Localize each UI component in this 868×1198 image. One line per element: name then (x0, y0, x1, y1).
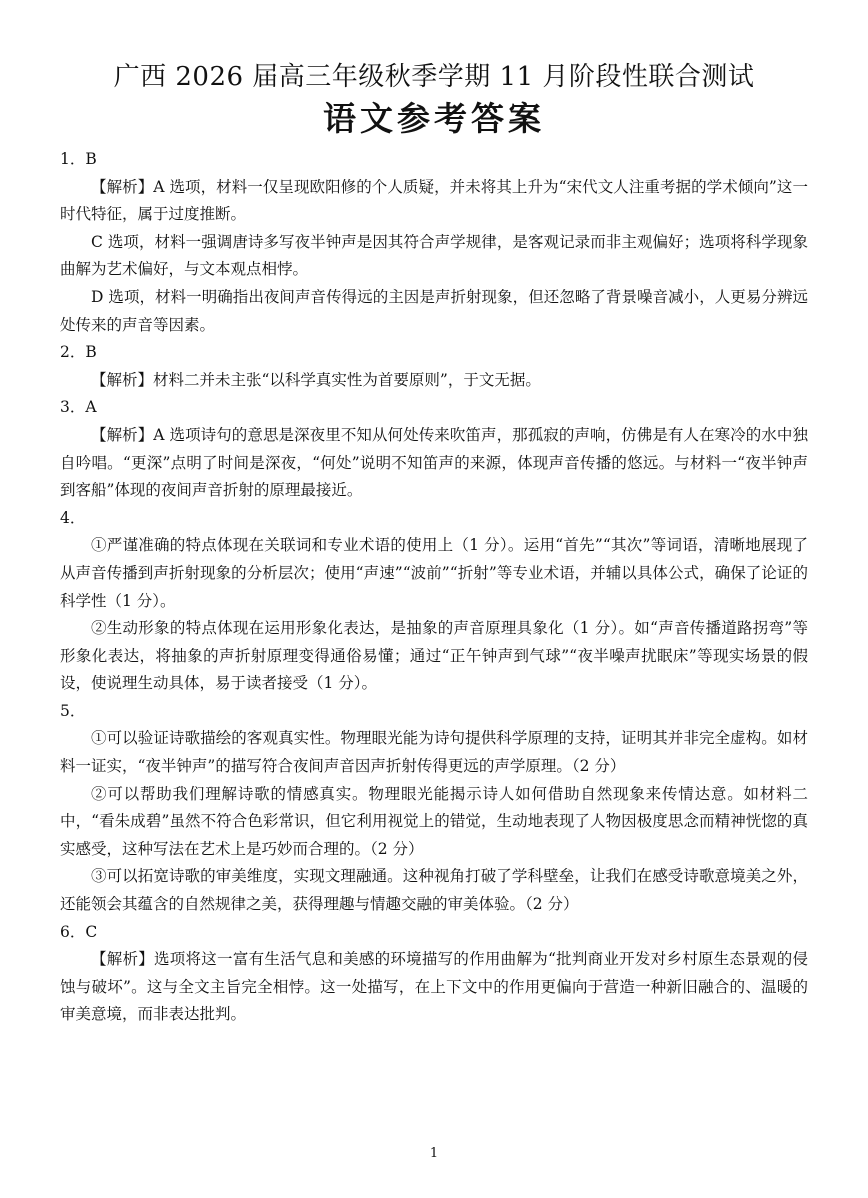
question-number-6: 6．C (60, 922, 98, 941)
analysis-paragraph: C 选项，材料一强调唐诗多写夜半钟声是因其符合声学规律，是客观记录而非主观偏好；选项将科学现象曲解为艺术偏好，与文本观点相悖。 (60, 232, 808, 279)
document-title: 广西 2026 届高三年级秋季学期 11 月阶段性联合测试 (113, 62, 755, 92)
answer-point-paragraph: ③可以拓宽诗歌的审美维度，实现文理融通。这种视角打破了学科壁垒，让我们在感受诗歌意境美之外，还能领会其蕴含的自然规律之美，获得理趣与情趣交融的审美体验。（2 分） (60, 867, 808, 914)
analysis-paragraph: 【解析】材料二并未主张“以科学真实性为首要原则”，于文无据。 (91, 370, 541, 389)
analysis-paragraph: 【解析】A 选项诗句的意思是深夜里不知从何处传来吹笛声，那孤寂的声响，仿佛是有人在寒冷的水中独自吟唱。“更深”点明了时间是深夜，“何处”说明不知笛声的来源，体现声音传播的悠远。与材料一“夜半钟声到客船”体现的夜间声音折射的原理最接近。 (60, 425, 808, 500)
answer-point-paragraph: ①可以验证诗歌描绘的客观真实性。物理眼光能为诗句提供科学原理的支持，证明其并非完全虚构。如材料一证实，“夜半钟声”的描写符合夜间声音因声折射传得更远的声学原理。（2 分） (60, 729, 808, 776)
question-number-3: 3．A (60, 398, 97, 417)
answer-point-paragraph: ①严谨准确的特点体现在关联词和专业术语的使用上（1 分）。运用“首先”“其次”等词语，清晰地展现了从声音传播到声折射现象的分析层次；使用“声速”“波前”“折射”等专业术语，并辅以具体公式，确保了论证的科学性（1 分）。 (60, 536, 808, 610)
analysis-paragraph: D 选项，材料一明确指出夜间声音传得远的主因是声折射现象，但还忽略了背景噪音减小，人更易分辨远处传来的声音等因素。 (60, 287, 808, 334)
answer-content (60, 146, 808, 1029)
document-subtitle: 语文参考答案 (323, 99, 545, 138)
page-number: 1 (429, 1146, 439, 1161)
analysis-paragraph: 【解析】选项将这一富有生活气息和美感的环境描写的作用曲解为“批判商业开发对乡村原生态景观的侵蚀与破坏”。这与全文主旨完全相悖。这一处描写，在上下文中的作用更偏向于营造一种新旧融合的、温暖的审美意境，而非表达批判。 (60, 950, 808, 1024)
question-number-1: 1．B (60, 150, 97, 168)
analysis-paragraph: 【解析】A 选项，材料一仅呈现欧阳修的个人质疑，并未将其上升为“宋代文人注重考据的学术倾向”这一时代特征，属于过度推断。 (60, 177, 808, 224)
question-number-2: 2．B (60, 343, 97, 362)
question-number-5: 5． (60, 701, 86, 720)
answer-point-paragraph: ②生动形象的特点体现在运用形象化表达，是抽象的声音原理具象化（1 分）。如“声音传播道路拐弯”等形象化表达，将抽象的声折射原理变得通俗易懂；通过“正午钟声到气球”“夜半噪声扰眠床”等现实场景的假设，使说理生动具体，易于读者接受（1 分）。 (60, 619, 808, 693)
question-number-4: 4． (60, 508, 86, 527)
answer-point-paragraph: ②可以帮助我们理解诗歌的情感真实。物理眼光能揭示诗人如何借助自然现象来传情达意。如材料二中，“看朱成碧”虽然不符合色彩常识，但它利用视觉上的错觉，生动地表现了人物因极度思念而精神恍惚的真实感受，这种写法在艺术上是巧妙而合理的。（2 分） (60, 784, 808, 858)
